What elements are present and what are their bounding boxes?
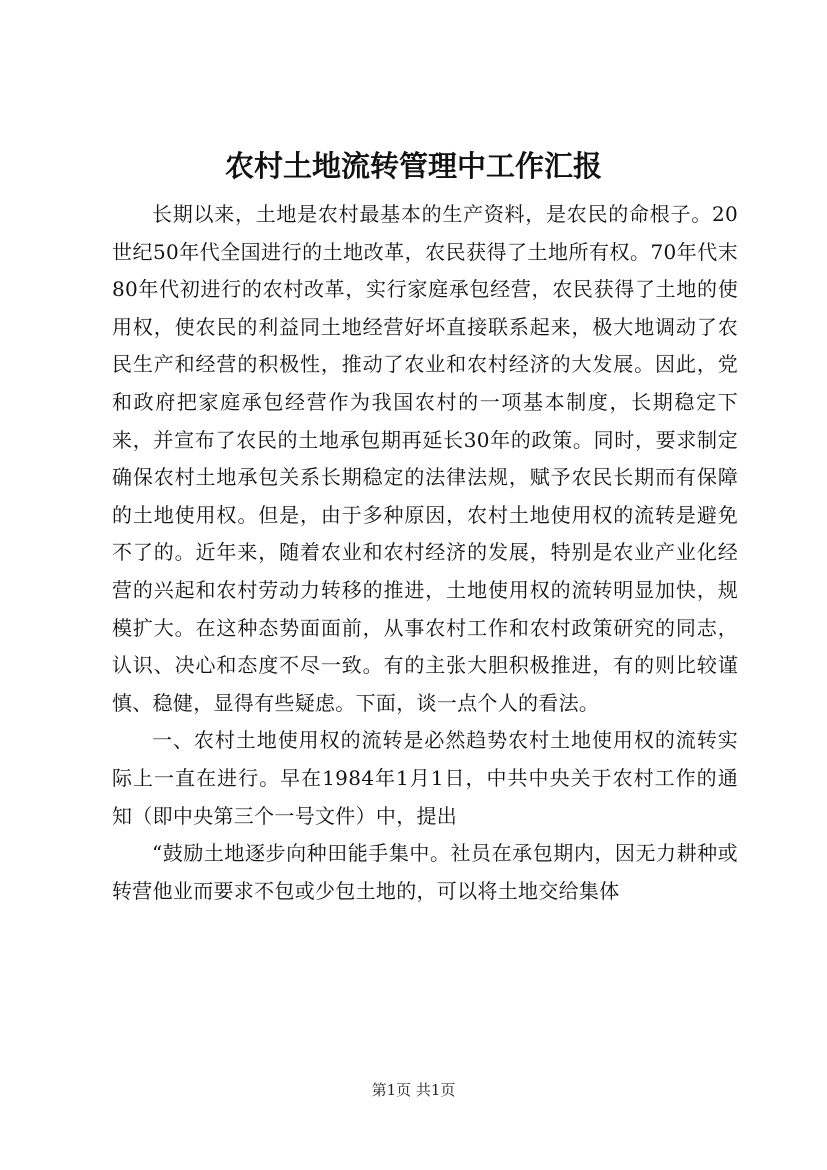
- document-body: [112, 196, 738, 910]
- paragraph-section-one: 一、农村土地使用权的流转是必然趋势农村土地使用权的流转实际上一直在进行。早在1984年1月1日，中共中央关于农村工作的通知（即中央第三个一号文件）中，提出: [112, 728, 738, 828]
- document-title: 农村土地流转管理中工作汇报: [224, 149, 602, 183]
- paragraph-quote: “鼓励土地逐步向种田能手集中。社员在承包期内，因无力耕种或转营他业而要求不包或少包土地的，可以将土地交给集体: [112, 841, 738, 903]
- page-number-footer: 第1页 共1页: [371, 1081, 456, 1099]
- paragraph-intro: 长期以来，土地是农村最基本的生产资料，是农民的命根子。20世纪50年代全国进行的土地改革，农民获得了土地所有权。70年代末80年代初进行的农村改革，实行家庭承包经营，农民获得了土地的使用权，使农民的利益同土地经营好坏直接联系起来，极大地调动了农民生产和经营的积极性，推动了农业和农村经济的大发展。因此，党和政府把家庭承包经营作为我国农村的一项基本制度，长期稳定下来，并宣布了农民的土地承包期再延长30年的政策。同时，要求制定确保农村土地承包关系长期稳定的法律法规，赋予农民长期而有保障的土地使用权。但是，由于多种原因，农村土地使用权的流转是避免不了的。近年来，随着农业和农村经济的发展，特别是农业产业化经营的兴起和农村劳动力转移的推进，土地使用权的流转明显加快，规模扩大。在这种态势面面前，从事农村工作和农村政策研究的同志，认识、决心和态度不尽一致。有的主张大胆积极推进，有的则比较谨慎、稳健，显得有些疑虑。下面，谈一点个人的看法。: [112, 202, 738, 715]
